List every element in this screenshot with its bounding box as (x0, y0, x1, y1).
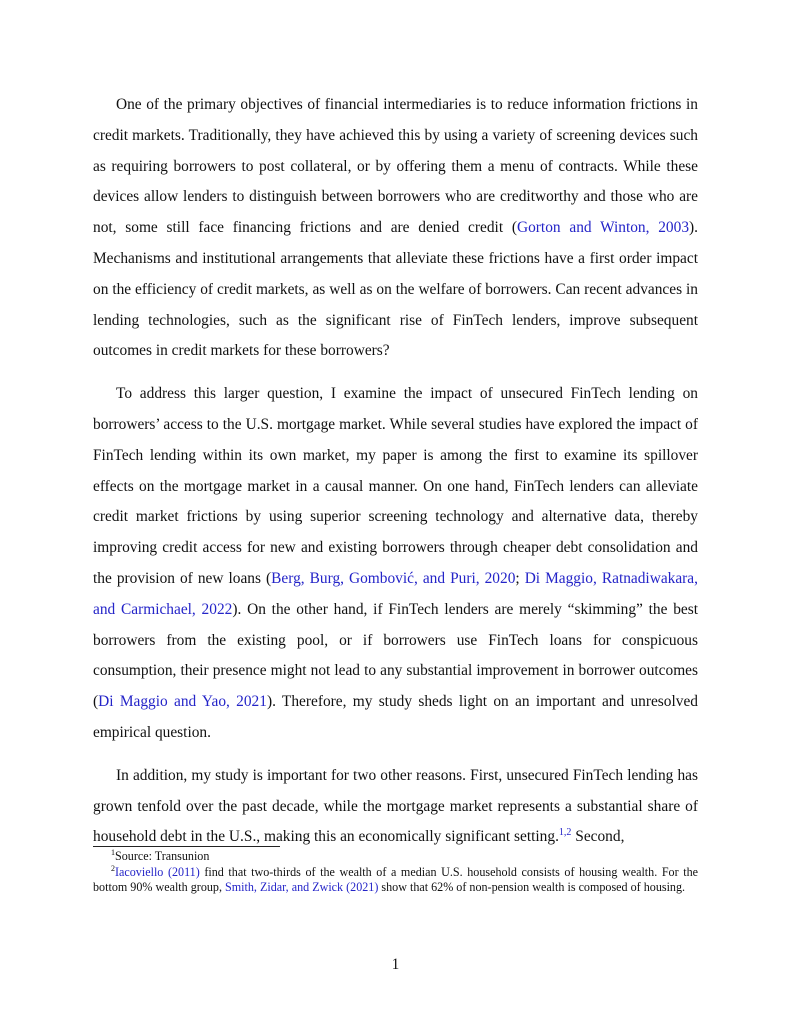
footnotes (93, 849, 698, 896)
text-run: To address this larger question, I examine the impact of unsecured FinTech lending on borrowers’ access to the U.S. mortgage market. While several studies have explored the impact of FinTech lending within its own market, my paper is among the first to examine its spillover effects on the mortgage market in a causal manner. On one hand, FinTech lenders can alleviate credit market frictions by using superior screening technology and alternative data, thereby improving credit access for new and existing borrowers through cheaper debt consolidation and the provision of new loans ( (93, 385, 698, 587)
citation-link[interactable]: Berg, Burg, Gombović, and Puri, 2020 (271, 569, 516, 587)
footnote-text (115, 849, 209, 863)
text-run: show that 62% of non-pension wealth is composed of housing. (378, 880, 686, 895)
citation-link[interactable]: Iacoviello (2011) (115, 864, 200, 879)
citation-link[interactable]: Gorton and Winton, 2003 (517, 219, 690, 237)
text-run: ). Therefore, my study sheds light on an important and unresolved empirical question. (93, 693, 698, 741)
body-text (93, 90, 698, 865)
citation-link[interactable]: Di Maggio, Ratnadiwakara, and Carmichael, 2022 (93, 569, 698, 618)
paragraph-1 (93, 90, 698, 367)
text-run: ). Mechanisms and institutional arrangements that alleviate these frictions have a first order impact on the efficiency of credit markets, as well as on the welfare of borrowers. Can recent advances in lending technologies, such as the significant rise of FinTech lenders, improve subsequent outcomes in credit markets for these borrowers? (93, 219, 699, 360)
footnote-mark: 1 (111, 847, 115, 857)
text-run: find that two-thirds of the wealth of a median U.S. household consists of housing wealth. For the bottom 90% wealth group, (93, 864, 699, 895)
text-run: One of the primary objectives of financial intermediaries is to reduce information frictions in credit markets. Traditionally, they have achieved this by using a variety of screening devices such as requiring borrowers to post collateral, or by offering them a menu of contracts. While these devices allow lenders to distinguish between borrowers who are creditworthy and those who are not, some still face financing frictions and are denied credit ( (93, 96, 698, 237)
text-run: In addition, my study is important for two other reasons. First, unsecured FinTech lending has grown tenfold over the past decade, while the mortgage market represents a substantial share of household debt in the U.S., making this an economically significant setting. (93, 766, 698, 846)
footnote-rule (93, 846, 280, 847)
footnote-reference[interactable]: 1,2 (558, 827, 572, 839)
text-run: Second, (571, 828, 625, 846)
footnote-mark: 2 (111, 863, 115, 873)
page-number: 1 (391, 956, 400, 973)
citation-link[interactable]: Smith, Zidar, and Zwick (2021) (225, 880, 379, 895)
paragraph-3 (93, 761, 698, 853)
text-run: ; (515, 569, 525, 587)
paragraph-2 (93, 379, 698, 749)
footnote-text (93, 865, 698, 895)
citation-link[interactable]: Di Maggio and Yao, 2021 (98, 693, 267, 711)
footnote-2 (93, 865, 698, 896)
footnote-1 (93, 849, 698, 865)
text-run: ). On the other hand, if FinTech lenders are merely “skimming” the best borrowers from the existing pool, or if borrowers use FinTech loans for conspicuous consumption, their presence might not lead to any substantial improvement in borrower outcomes ( (93, 600, 698, 711)
text-run: Source: Transunion (115, 849, 210, 863)
